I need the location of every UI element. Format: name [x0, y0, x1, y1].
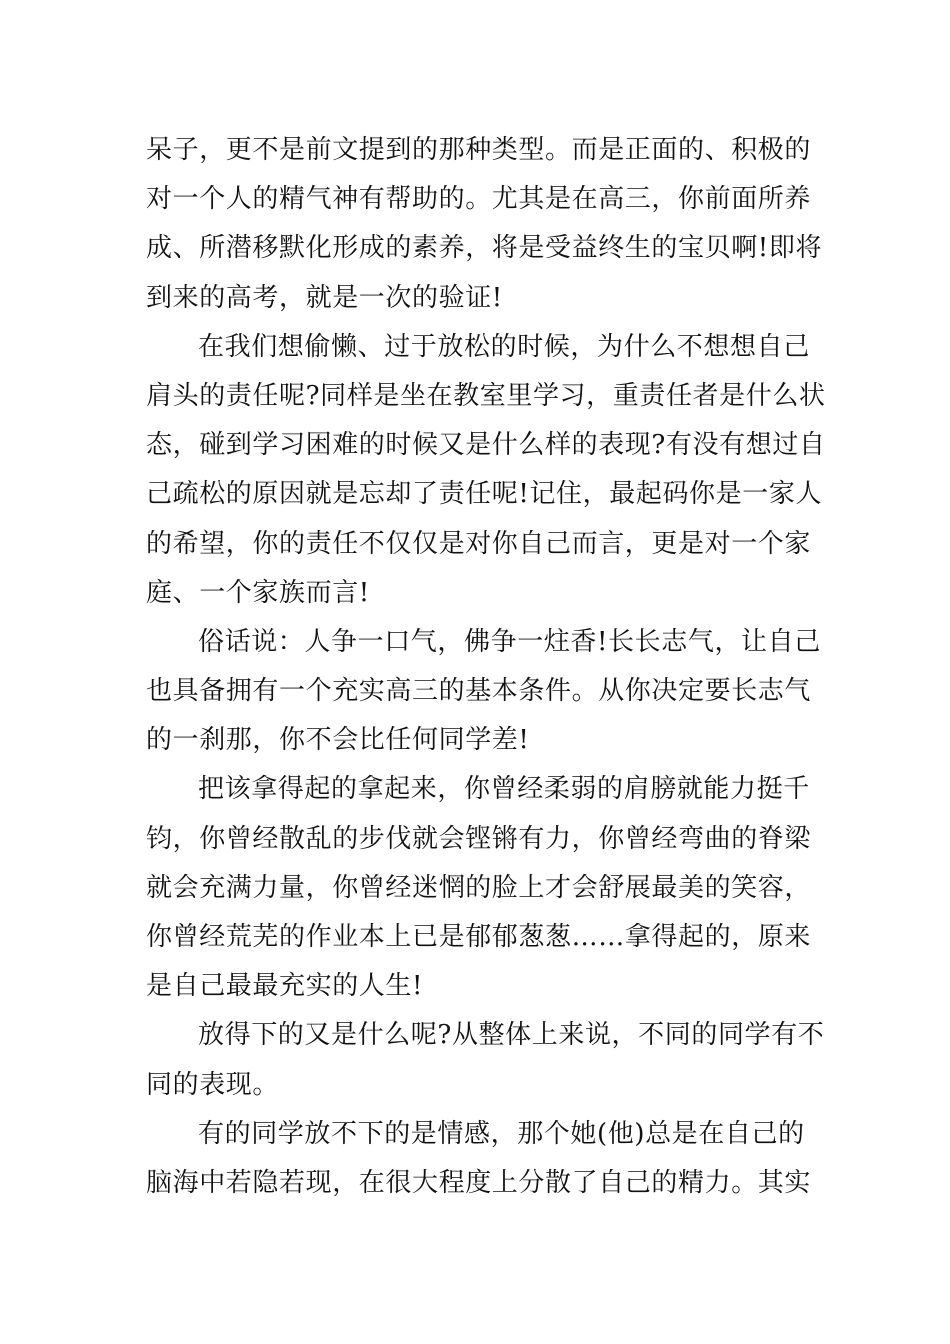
text-line: 同的表现。: [146, 1069, 280, 1100]
text-line: 也具备拥有一个充实高三的基本条件。从你决定要长志气: [146, 676, 812, 707]
text-line: 态，碰到学习困难的时候又是什么样的表现?有没有想过自: [146, 430, 826, 461]
text-line: 在我们想偷懒、过于放松的时候，为什么不想想自己: [198, 331, 810, 362]
text-line: 放得下的又是什么呢?从整体上来说，不同的同学有不: [198, 1020, 825, 1051]
text-line: 肩头的责任呢?同样是坐在教室里学习，重责任者是什么状: [146, 380, 826, 411]
text-line: 的一刹那，你不会比任何同学差!: [146, 725, 530, 756]
text-line: 有的同学放不下的是情感，那个她(他)总是在自己的: [198, 1118, 805, 1149]
text-line: 你曾经荒芜的作业本上已是郁郁葱葱……拿得起的，原来: [146, 922, 812, 952]
text-line: 对一个人的精气神有帮助的。尤其是在高三，你前面所养: [146, 184, 812, 215]
text-line: 呆子，更不是前文提到的那种类型。而是正面的、积极的: [146, 135, 812, 165]
text-line: 把该拿得起的拿起来，你曾经柔弱的肩膀就能力挺千: [198, 774, 810, 805]
text-line: 成、所潜移默化形成的素养，将是受益终生的宝贝啊!即将: [146, 233, 823, 264]
text-line: 钧，你曾经散乱的步伐就会铿锵有力，你曾经弯曲的脊梁: [146, 823, 812, 854]
text-line: 庭、一个家族而言!: [146, 577, 370, 608]
text-line: 俗话说：人争一口气，佛争一炷香!长长志气，让自己: [198, 626, 821, 657]
text-line: 己疏松的原因就是忘却了责任呢!记住，最起码你是一家人: [146, 479, 823, 510]
text-line: 到来的高考，就是一次的验证!: [146, 282, 503, 313]
text-line: 就会充满力量，你曾经迷惘的脸上才会舒展最美的笑容，: [146, 872, 812, 903]
body-text: [146, 126, 826, 1208]
text-line: 是自己最最充实的人生!: [146, 971, 424, 1002]
text-line: 的希望，你的责任不仅仅是对你自己而言，更是对一个家: [146, 528, 812, 559]
text-line: 脑海中若隐若现，在很大程度上分散了自己的精力。其实: [146, 1167, 812, 1198]
